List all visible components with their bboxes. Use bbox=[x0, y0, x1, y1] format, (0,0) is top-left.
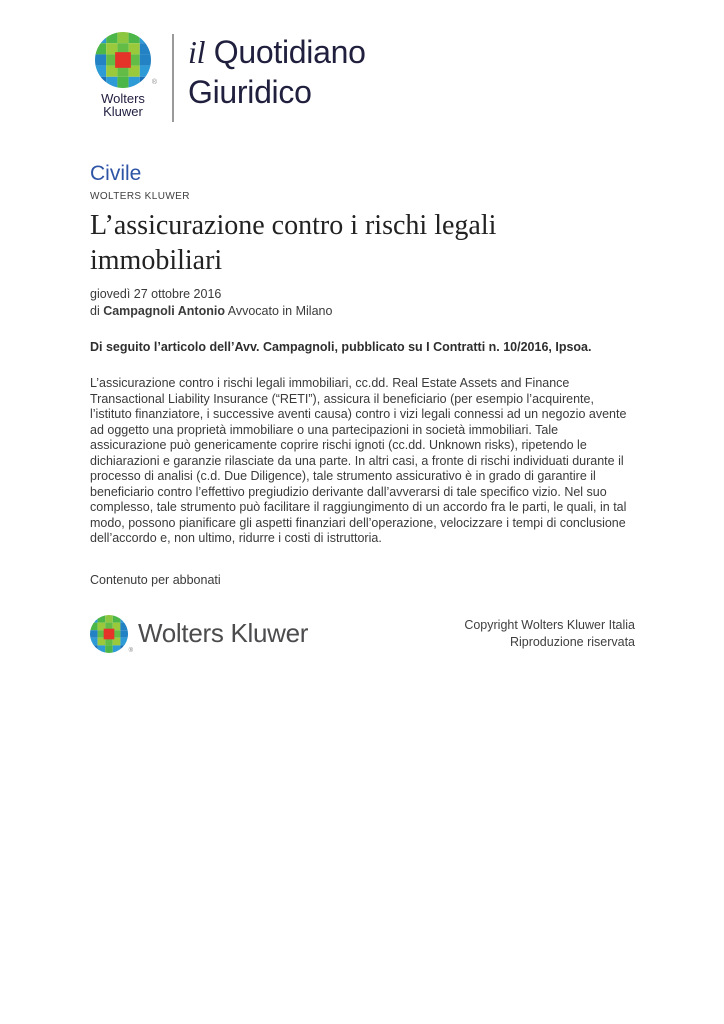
page-footer bbox=[90, 615, 635, 653]
article bbox=[90, 162, 635, 587]
copyright bbox=[464, 615, 635, 651]
category-label: Civile bbox=[90, 162, 142, 185]
brand-name-line2: Kluwer bbox=[103, 104, 143, 119]
publication-title-word: Quotidiano bbox=[213, 34, 366, 70]
article-date: giovedì 27 ottobre 2016 bbox=[90, 287, 222, 301]
byline-prefix: di bbox=[90, 303, 104, 318]
publication-title bbox=[188, 32, 366, 112]
publication-title-line1 bbox=[188, 32, 366, 72]
publication-title-italic: il bbox=[188, 34, 206, 70]
footer-brand-text: Wolters Kluwer bbox=[138, 618, 309, 648]
footer-wolters-kluwer-sphere-icon bbox=[90, 615, 133, 654]
wolters-kluwer-logo bbox=[90, 32, 156, 118]
author-role: Avvocato in Milano bbox=[224, 303, 333, 318]
author-name: Campagnoli Antonio bbox=[103, 303, 225, 318]
masthead-divider bbox=[172, 34, 174, 122]
footer-wolters-kluwer-logo bbox=[90, 615, 308, 653]
wolters-kluwer-sphere-icon bbox=[95, 32, 157, 88]
copyright-line1: Copyright Wolters Kluwer Italia bbox=[464, 617, 635, 632]
article-body: L’assicurazione contro i rischi legali immobiliari, cc.dd. Real Estate Assets and Finance Transactional Liability Insurance (“RETI”), assicura il beneficiario (per esempio l’acquirente, l’istituto finanziatore, i successive aventi causa) contro i vizi legali connessi ad un negozio avente ad oggetto una proprietà immobiliare o una partecipazioni in società immobiliari. Tale assicurazione può genericamente coprire rischi ignoti (cc.dd. Unknown risks), ripetendo le dichiarazioni e garanzie rilasciate da una parte. In altri casi, a fronte di rischi individuati durante il processo di analisi (c.d. Due Diligence), tale strumento assicurativo è in grado di garantire il beneficiario contro l’effettivo pregiudizio derivante dall’avverarsi di tale specifico vizio. Nel suo complesso, tale strumento può facilitare il raggiungimento di un accordo fra le parti, le quali, in tal modo, possono pianificare gli aspetti finanziari dell’operazione, velocizzare i tempi di conclusione dell’accordo e, non ultimo, ridurre i costi di istruttoria. bbox=[90, 376, 627, 545]
brand-name bbox=[101, 92, 145, 118]
publication-title-line2: Giuridico bbox=[188, 74, 312, 110]
footer-registered-mark: ® bbox=[128, 647, 133, 654]
article-lead: Di seguito l’articolo dell’Avv. Campagnoli, pubblicato su I Contratti n. 10/2016, Ipsoa. bbox=[90, 340, 592, 354]
masthead bbox=[90, 32, 635, 122]
registered-mark: ® bbox=[151, 79, 157, 86]
paywall-notice: Contenuto per abbonati bbox=[90, 572, 221, 587]
copyright-line2: Riproduzione riservata bbox=[509, 634, 635, 649]
article-byline bbox=[90, 303, 635, 320]
article-meta bbox=[90, 286, 635, 319]
publisher-label: WOLTERS KLUWER bbox=[90, 191, 190, 202]
article-title: L’assicurazione contro i rischi legali immobiliari bbox=[90, 210, 497, 276]
brand-name-line1: Wolters bbox=[101, 91, 145, 106]
